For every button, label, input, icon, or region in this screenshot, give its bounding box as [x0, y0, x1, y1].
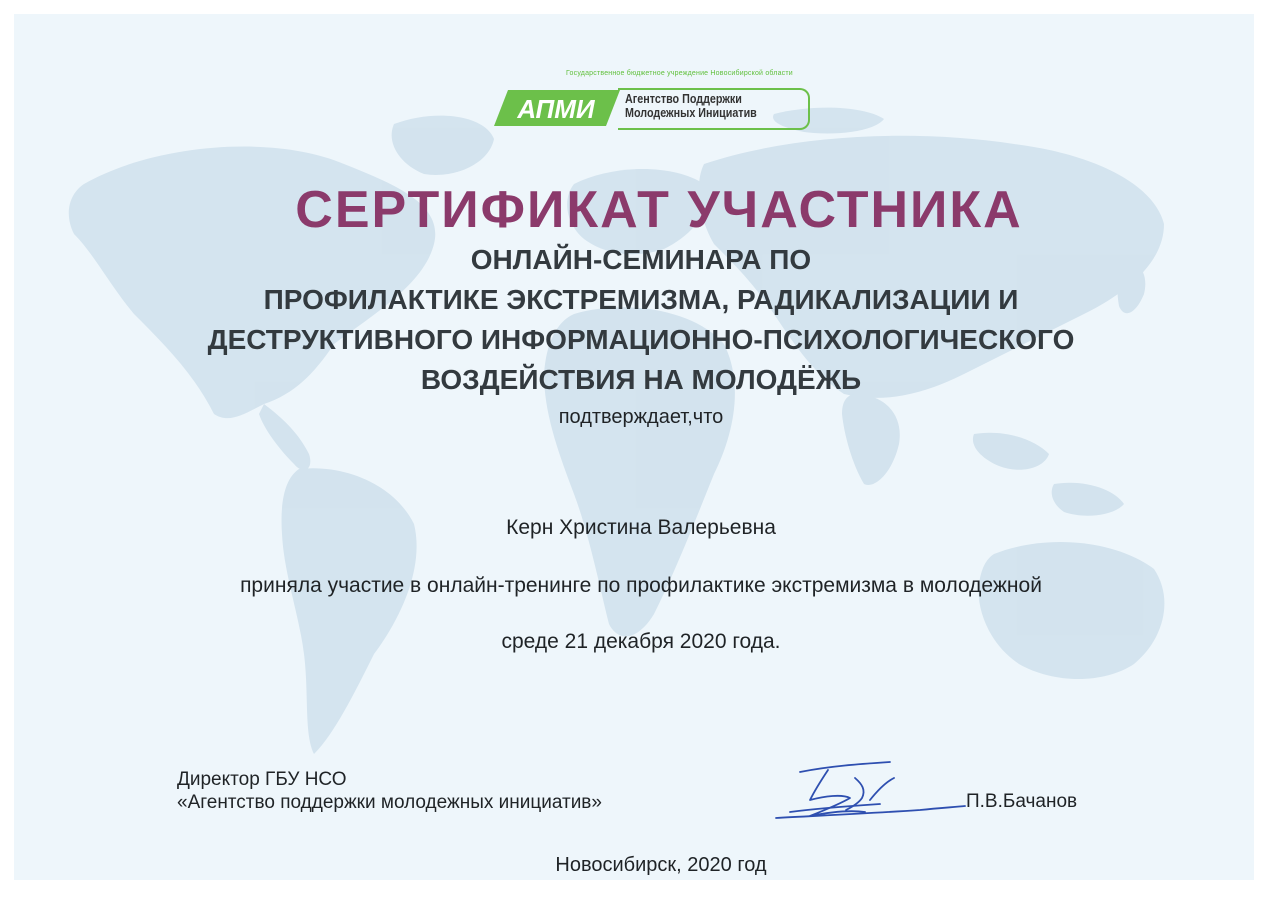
logo-name-line2: Молодежных Инициатив	[625, 106, 757, 120]
subtitle-line-4: ВОЗДЕЙСТВИЯ НА МОЛОДЁЖЬ	[420, 364, 862, 395]
certificate-title: СЕРТИФИКАТ УЧАСТНИКА	[295, 181, 1023, 239]
world-map-background	[14, 14, 1254, 880]
participation-text-line1: приняла участие в онлайн-тренинге по профилактике экстремизма в молодежной	[240, 574, 1042, 597]
logo-mark-text: АПМИ	[517, 94, 595, 124]
apmi-logo-mark	[494, 88, 620, 128]
logo-name	[625, 92, 757, 120]
signatory-position-line1: Директор ГБУ НСО	[177, 769, 347, 790]
confirms-text: подтверждает,что	[558, 406, 724, 428]
certificate-subtitle	[14, 240, 1254, 400]
place-and-year: Новосибирск, 2020 год	[555, 854, 767, 876]
logo-tagline: Государственное бюджетное учреждение Новосибирской области	[566, 70, 793, 77]
subtitle-line-1: ОНЛАЙН-СЕМИНАРА ПО	[470, 244, 812, 275]
handwritten-signature	[770, 760, 970, 830]
signatory-position-line2: «Агентство поддержки молодежных инициатив»	[177, 792, 602, 813]
logo-name-line1: Агентство Поддержки	[625, 92, 742, 106]
certificate-sheet	[14, 14, 1254, 880]
signatory-name: П.В.Бачанов	[966, 791, 1078, 812]
subtitle-line-2: ПРОФИЛАКТИКЕ ЭКСТРЕМИЗМА, РАДИКАЛИЗАЦИИ И	[263, 284, 1019, 315]
recipient-name: Керн Христина Валерьевна	[506, 516, 776, 539]
participation-text-line2: среде 21 декабря 2020 года.	[501, 630, 781, 653]
signatory-position	[177, 768, 602, 814]
subtitle-line-3: ДЕСТРУКТИВНОГО ИНФОРМАЦИОННО-ПСИХОЛОГИЧЕСКОГО	[207, 324, 1075, 355]
